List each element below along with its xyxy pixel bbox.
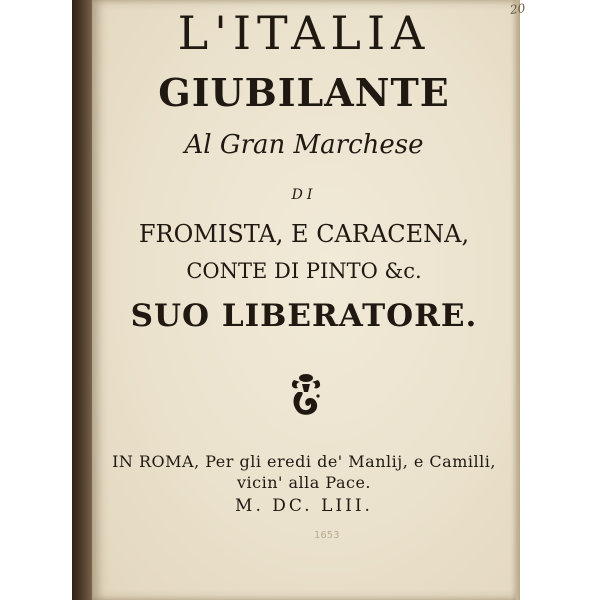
imprint-date: M. DC. LIII. bbox=[235, 496, 373, 516]
shelfmark-annotation: 20 bbox=[509, 1, 527, 17]
title-line-giubilante: GIUBILANTE bbox=[158, 70, 450, 115]
title-line-italia: L'ITALIA bbox=[177, 6, 431, 60]
title-page bbox=[92, 0, 527, 600]
dedication-line: Al Gran Marchese bbox=[184, 130, 424, 160]
dedication-di: DI bbox=[291, 187, 317, 203]
pencil-annotation: 1653 bbox=[314, 530, 340, 541]
imprint-location: vicin' alla Pace. bbox=[236, 473, 372, 492]
dedication-conte: CONTE DI PINTO &c. bbox=[186, 259, 422, 283]
fleuron-ornament-icon bbox=[288, 372, 324, 418]
dedication-liberatore: SUO LIBERATORE. bbox=[130, 298, 478, 334]
dedication-fromista: FROMISTA, E CARACENA, bbox=[138, 220, 470, 248]
imprint-place-printer: IN ROMA, Per gli eredi de' Manlij, e Camilli, bbox=[112, 452, 496, 471]
